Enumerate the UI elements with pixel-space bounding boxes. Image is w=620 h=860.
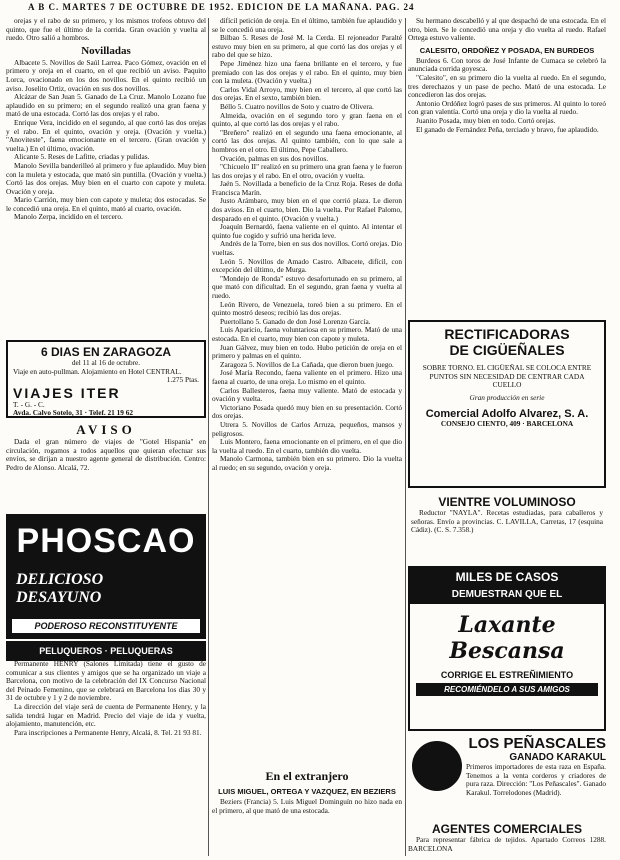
- article-paragraph: Manolo Sevilla banderilleó al primero y fue aplaudido. Muy bien con la muleta y estocada, que mató sin puntilla. (Ovación y vuelta.) Cortó las dos orejas. Muy bien en el cuarto con capote y muleta. Ovación y oreja.: [6, 160, 206, 196]
- column-1-bottom: [6, 660, 206, 855]
- article-paragraph: Carlos Vidal Arroyo, muy bien en el tercero, al que cortó las dos orejas. En el sexto, también bien.: [212, 84, 402, 103]
- ad-text: Reductor "NAYLA". Recetas estudiadas, para caballeros y señoras. Envío a provincias. C. LAVILLA, Carretas, 17 (esquina Cádiz). (C. S. 7.358.): [411, 508, 603, 535]
- ad-brand: Bescansa: [449, 638, 565, 664]
- ad-tagline: CORRIGE EL ESTREÑIMIENTO: [440, 670, 574, 680]
- ad-aviso: [6, 422, 206, 512]
- ad-agentes-comerciales: [408, 822, 606, 858]
- ram-logo-icon: [412, 741, 462, 791]
- ad-subheadline: GANADO KARAKUL: [509, 752, 606, 763]
- ad-line: Gran producción en serie: [469, 392, 545, 402]
- ad-text: Para representar fábrica de tejidos. Apartado Correos 1288. BARCELONA: [408, 835, 606, 853]
- ad-brand: Laxante: [458, 612, 556, 638]
- article-paragraph: Permanente HENRY (Salones Limitada) tiene el gusto de comunicar a sus clientes y amigos que se ha organizado un viaje a Barcelona, con motivo de la celebración del IX Concurso Nacional del Peinado Femenino, que se celebrará en Barcelona los días 30 y 31 de octubre y 1 y 2 de noviembre.: [6, 660, 206, 703]
- article-paragraph: "Mondejo de Ronda" estuvo desafortunado en su primero, al que mató con dificultad. En el segundo, gran faena y vuelta al ruedo.: [212, 273, 402, 300]
- article-paragraph: Juan Gálvez, muy bien en todo. Hubo petición de oreja en el primero y palmas en el quinto.: [212, 342, 402, 361]
- column-3: [408, 17, 606, 313]
- article-paragraph: Juanito Posada, muy bien en todo. Cortó orejas.: [416, 115, 556, 125]
- article-paragraph: Antonio Ordóñez logró pases de sus primeros. Al quinto lo toreó con gran valentía. Cortó una oreja y dio la vuelta al ruedo.: [408, 98, 606, 117]
- article-paragraph: Andrés de la Torre, bien en sus dos novillos. Cortó orejas. Dio vueltas.: [212, 239, 402, 258]
- column-2-bottom: [212, 767, 402, 855]
- ad-brand: VIAJES ITER: [13, 384, 121, 401]
- section-heading: En el extranjero: [265, 769, 349, 783]
- article-paragraph: Enrique Vera, incidido en el segundo, al que cortó las dos orejas y el rabo. En el quinto, ovación y oreja. (Ovación y vuelta.) "Anoviteste", faena emocionante en el tercero. (Gran ovación y vuelta.) En el último, ovación.: [6, 117, 206, 153]
- ad-tagline: DELICIOSO: [16, 571, 104, 588]
- article-paragraph: Almeida, ovación en el segundo toro y gran faena en el quinto, al que cortó las dos orejas y el rabo.: [212, 110, 402, 129]
- ad-brand: Comercial Adolfo Alvarez, S. A.: [425, 408, 589, 421]
- ad-line: T. - G. - C.: [13, 399, 45, 409]
- article-paragraph: Joaquín Bernardó, faena valiente en el quinto. Al intentar el quinto fue cogido y sufrió una herida leve.: [212, 222, 402, 240]
- section-heading: Novilladas: [81, 44, 131, 57]
- ad-viajes-iter: [6, 340, 206, 418]
- ad-los-penascales: [408, 735, 606, 819]
- section-subheading: LUIS MIGUEL, ORTEGA Y VAZQUEZ, EN BEZIERS: [218, 787, 396, 796]
- ad-headline: RECTIFICADORAS: [444, 326, 570, 342]
- column-rule: [405, 18, 406, 856]
- ad-phoscao: [6, 514, 206, 639]
- ad-address: Avda. Calvo Sotelo, 31 · Telef. 21 19 62: [13, 408, 134, 417]
- article-paragraph: Jaén 5. Novillada a beneficio de la Cruz Roja. Reses de doña Francisca Marín.: [212, 179, 402, 197]
- ad-headline: VIENTRE VOLUMINOSO: [438, 495, 576, 509]
- ad-tagline: DESAYUNO: [16, 589, 102, 606]
- ad-line: SOBRE TORNO. EL CIGÜEÑAL SE COLOCA ENTRE PUNTOS SIN NECESIDAD DE CENTRAR CADA CUELLO: [422, 363, 592, 390]
- article-paragraph: Victoriano Posada quedó muy bien en su presentación. Cortó dos orejas.: [212, 402, 402, 421]
- article-paragraph: La dirección del viaje será de cuenta de Permanente Henry, y la salida tendrá lugar en Madrid. Precio del viaje de ida y vuelta, alojamiento, manutención, etc.: [6, 701, 206, 729]
- ad-address: CONSEJO CIENTO, 409 · BARCELONA: [440, 419, 574, 429]
- column-rule: [208, 18, 209, 856]
- article-paragraph: León 5. Novillos de Amado Castro. Albacete, difícil, con excepción del último, de Murga.: [212, 256, 402, 275]
- article-paragraph: difícil petición de oreja. En el último, también fue aplaudido y se le concedió una oreja.: [212, 17, 402, 34]
- article-paragraph: Pepe Jiménez hizo una faena brillante en el tercero, y fue premiado con las dos orejas y el rabo. En el quinto, muy bien con la muleta. (Ovación y vuelta.): [212, 58, 402, 86]
- article-paragraph: Beziers (Francia) 5. Luis Miguel Dominguín no hizo nada en el primero, al que mató de una estocada.: [212, 797, 402, 815]
- article-paragraph: Manolo Carmona, también bien en su primero. Dio la vuelta al ruedo; en su segundo, ovación y oreja.: [212, 454, 402, 472]
- ad-headline: 6 DIAS EN ZARAGOZA: [40, 345, 171, 359]
- column-1: [6, 17, 206, 335]
- article-paragraph: Luis Montero, faena emocionante en el primero, en el que dio la vuelta al ruedo. En el cuarto, también dio vuelta.: [212, 437, 402, 455]
- ad-headline: AGENTES COMERCIALES: [431, 822, 582, 836]
- ad-laxante-bescansa: [408, 566, 606, 731]
- article-paragraph: "Calesito", en su primero dio la vuelta al ruedo. En el segundo, tres derechazos y un pase de pecho. Mató de una estocada. Le concedieron las dos orejas.: [408, 72, 606, 100]
- article-paragraph: Béllo 5. Cuatro novillos de Soto y cuatro de Olivera.: [220, 101, 374, 111]
- page-header: A B C. MARTES 7 DE OCTUBRE DE 1952. EDICION DE LA MAÑANA. PAG. 24: [28, 2, 415, 12]
- ad-line: Viaje en auto-pullman. Alojamiento en Hotel CENTRAL.: [13, 366, 182, 376]
- article-paragraph: Para inscripciones a Permanente Henry, Alcalá, 8. Tel. 21 93 81.: [14, 727, 202, 737]
- article-paragraph: Utrera 5. Novillos de Carlos Arruza, pequeños, mansos y peligrosos.: [212, 419, 402, 438]
- column-2: [212, 17, 402, 767]
- article-paragraph: Alcázar de San Juan 5. Ganado de La Cruz. Manolo Lozano fue aplaudido en su primero; en el segundo realizó una gran faena y mató de una estocada. Cortó las dos orejas y el rabo.: [6, 92, 206, 119]
- article-paragraph: El ganado de Fernández Peña, terciado y bravo, fue aplaudido.: [416, 124, 599, 134]
- article-paragraph: Justo Arámbaro, muy bien en el que corrió plaza. Le dieron dos avisos. En el cuarto, bien. Dio la vuelta. Por Rafael Palomo, desparado en el quinto. (Ovación y vuelta.): [212, 196, 402, 223]
- ad-rectificadoras: [408, 320, 606, 488]
- article-paragraph: Puertollano 5. Ganado de don José Lorenzo García.: [220, 316, 371, 326]
- ad-brand: PHOSCAO: [16, 522, 196, 560]
- ad-headline: DE CIGÜEÑALES: [449, 342, 565, 358]
- section-heading: CALESITO, ORDOÑEZ Y POSADA, EN BURDEOS: [419, 45, 595, 55]
- article-paragraph: "Chicuelo II" realizó en su primero una gran faena y le fueron las dos orejas y el rabo. En el otro, ovación y vuelta.: [212, 162, 402, 180]
- article-paragraph: "Breñero" realizó en el segundo una faena emocionante, al cortó las dos orejas. Al quinto también, con lo que sale a hombros en el otro. El último, Pepe Caballero.: [212, 127, 402, 154]
- ad-vientre-voluminoso: [408, 493, 606, 563]
- article-paragraph: orejas y el rabo de su primero, y los mismos trofeos obtuvo del quinto, que fue el último de la corrida. Gran ovación y vuelta al ruedo. Otro salió a hombros.: [6, 17, 206, 43]
- ad-text: Primeros importadores de esta raza en España. Tenemos a la venta corderos y criadores de pura raza. Dirección: "Los Peñascales". Ganado Karakul. Torrelodones (Madrid).: [466, 762, 606, 797]
- ad-headline: AVISO: [76, 422, 136, 437]
- ad-footer: PODEROSO RECONSTITUYENTE: [12, 619, 200, 633]
- ad-footer: RECOMIÉNDELO A SUS AMIGOS: [416, 683, 598, 696]
- ad-headline: LOS PEÑASCALES: [468, 735, 606, 752]
- article-paragraph: Alicante 5. Reses de Lafitte, criadas y pulidas.: [14, 152, 150, 162]
- article-paragraph: Manolo Zerpa, incidido en el tercero.: [14, 212, 123, 222]
- article-paragraph: Albacete 5. Novillos de Saúl Larrea. Paco Gómez, ovación en el primero y oreja en el cuarto, en el que recibió un aviso. Paquito Lorca, ovacionado en los dos novillos. En el quinto recibió un aviso. Joselito Ortiz, ovación en sus dos novillos.: [6, 57, 206, 93]
- article-paragraph: Luis Aparicio, faena voluntariosa en su primero. Mató de una estocada. En el cuarto, muy bien con capote y muleta.: [212, 325, 402, 343]
- article-paragraph: Su hermano descabelló y al que despachó de una estocada. En el otro, bien. Se le concedió una oreja y dio vuelta al ruedo. Rafael Ortega estuvo valiente.: [408, 17, 606, 43]
- ad-peluqueros: PELUQUEROS · PELUQUERAS: [6, 641, 206, 661]
- article-paragraph: Zaragoza 5. Novillos de La Cañada, que dieron buen juego.: [220, 359, 394, 369]
- article-paragraph: Carlos Ballesteros, faena muy valiente. Mató de estocada y ovación y vuelta.: [212, 385, 402, 404]
- article-paragraph: Mario Carrión, muy bien con capote y muleta; dos estocadas. Se le concedió una oreja. En el quinto, mató al cuarto, ovación.: [6, 195, 206, 213]
- article-paragraph: Bilbao 5. Reses de José M. la Cerda. El rejoneador Paralté estuvo muy bien en su primero, al que cortó las dos orejas y el rabo del que se hizo.: [212, 33, 402, 60]
- ad-line: del 11 al 16 de octubre.: [71, 358, 141, 367]
- article-paragraph: León Rivero, de Venezuela, toreó bien a su primero. En el quinto mostró deseos; recibió las dos orejas.: [212, 299, 402, 318]
- article-paragraph: Burdeos 6. Con toros de José Infante de Cumaca se celebró la anunciada corrida goyesca.: [408, 55, 606, 74]
- article-paragraph: Ovación, palmas en sus dos novillos.: [220, 153, 329, 163]
- ad-line: 1.275 Ptas.: [166, 375, 199, 384]
- article-paragraph: José María Recondo, faena valiente en el primero. Hizo una faena al cuarto, de una oreja. Lo mismo en el quinto.: [212, 368, 402, 386]
- ad-headline: DEMUESTRAN QUE EL: [410, 586, 604, 604]
- ad-text: Dada el gran número de viajes de "Gotel Hispania" en circulación, rogamos a todos aquellos que quieran efectuar sus envíos, se dirijan a nuestro agente general de distribución. Centro: Pedro de Alonso. Alcalá, 72.: [6, 437, 206, 472]
- ad-headline: MILES DE CASOS: [410, 568, 604, 586]
